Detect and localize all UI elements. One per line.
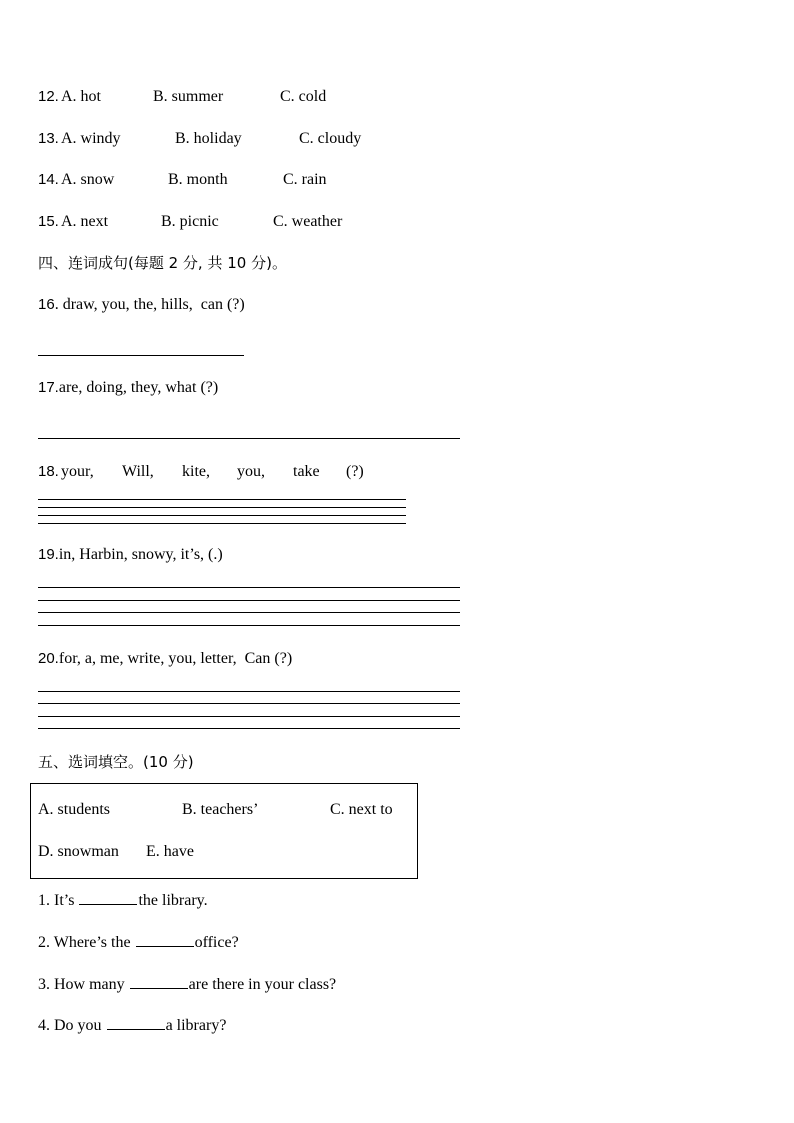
answer-line [38, 612, 460, 613]
question-19-number: 19. [38, 546, 59, 563]
question-15-number: 15. [38, 213, 59, 230]
question-20-prompt: for, a, me, write, you, letter, Can (?) [58, 650, 293, 667]
question-15-option-b: B. picnic [161, 213, 219, 230]
answer-line [38, 507, 406, 508]
section-5-title: 五、选词填空。(10 分) [38, 753, 194, 771]
question-13-option-b: B. holiday [175, 130, 242, 147]
answer-line [38, 728, 460, 729]
section-4-title: 四、连词成句(每题 2 分, 共 10 分)。 [38, 254, 287, 272]
answer-line [38, 691, 460, 692]
answer-line [38, 625, 460, 626]
answer-blank[interactable] [136, 931, 194, 947]
question-14-option-c: C. rain [283, 171, 327, 188]
question-20-number: 20. [38, 650, 59, 667]
question-14-option-b: B. month [168, 171, 228, 188]
word-bank-option-a: A. students [38, 801, 110, 818]
question-12-option-c: C. cold [280, 88, 327, 105]
question-17 [38, 378, 218, 398]
answer-line [38, 600, 460, 601]
question-12-number: 12. [38, 88, 59, 105]
fill-sentence-4: 4. Do you a library? [38, 1014, 226, 1036]
answer-blank[interactable] [107, 1014, 165, 1030]
fill-sentence-3: 3. How many are there in your class? [38, 973, 336, 995]
word-bank-box [30, 783, 418, 879]
question-12-option-a: A. hot [61, 88, 101, 105]
answer-line [38, 499, 406, 500]
question-18-word: Will, [122, 463, 154, 480]
question-18-word: you, [237, 463, 265, 480]
answer-line [38, 355, 244, 356]
question-13-option-c: C. cloudy [299, 130, 362, 147]
question-13-number: 13. [38, 130, 59, 147]
question-14-number: 14. [38, 171, 59, 188]
answer-line [38, 703, 460, 704]
answer-line [38, 523, 406, 524]
answer-blank[interactable] [79, 889, 137, 905]
question-18-word: kite, [182, 463, 210, 480]
word-bank-option-d: D. snowman [38, 843, 119, 860]
fill-sentence-2: 2. Where’s the office? [38, 931, 239, 953]
word-bank-option-c: C. next to [330, 801, 393, 818]
answer-blank[interactable] [130, 973, 188, 989]
question-15-option-c: C. weather [273, 213, 343, 230]
word-bank-option-b: B. teachers’ [182, 801, 259, 818]
question-17-prompt: are, doing, they, what (?) [58, 379, 219, 396]
question-19 [38, 545, 223, 565]
answer-line [38, 438, 460, 439]
question-16-number: 16 [38, 296, 55, 313]
question-17-number: 17. [38, 379, 59, 396]
answer-line [38, 716, 460, 717]
question-18-word: (?) [346, 463, 364, 480]
question-18-word: your, [61, 463, 94, 480]
question-19-prompt: in, Harbin, snowy, it’s, (.) [58, 546, 223, 563]
question-20 [38, 649, 292, 669]
fill-sentence-1: 1. It’s the library. [38, 889, 208, 911]
question-16 [38, 295, 245, 315]
question-18-word: take [293, 463, 320, 480]
question-15-option-a: A. next [61, 213, 109, 230]
answer-line [38, 515, 406, 516]
word-bank-option-e: E. have [146, 843, 194, 860]
answer-line [38, 587, 460, 588]
question-13-option-a: A. windy [61, 130, 121, 147]
question-14-option-a: A. snow [61, 171, 115, 188]
question-18-number: 18. [38, 463, 59, 480]
question-12-option-b: B. summer [153, 88, 224, 105]
question-16-prompt: . draw, you, the, hills, can (?) [54, 296, 245, 313]
